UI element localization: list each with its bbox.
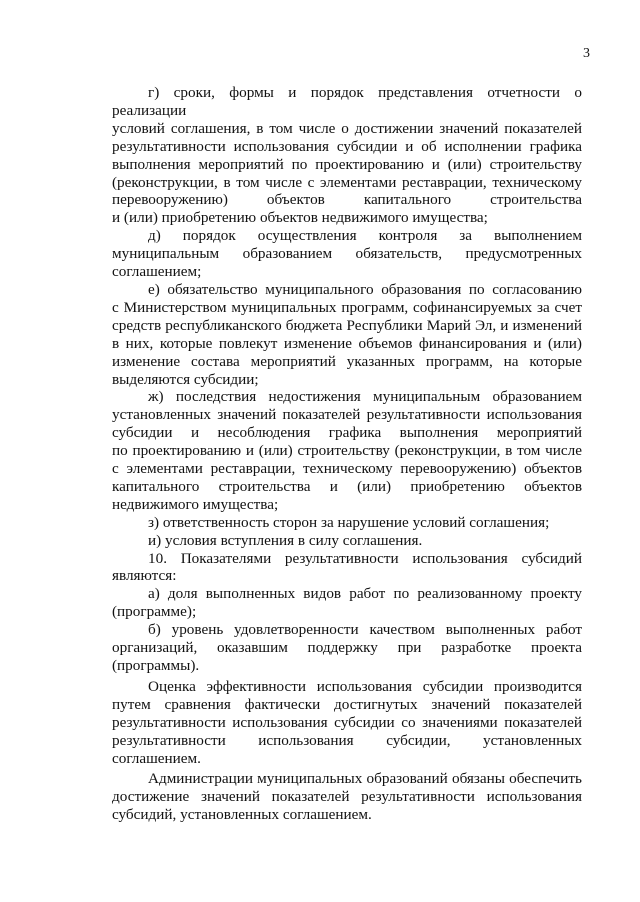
text-line: 10. Показателями результативности использования субсидий: [148, 549, 582, 567]
text-line: в них, которые повлекут изменение объемов финансирования и (или): [112, 334, 582, 352]
text-line: являются:: [112, 567, 177, 585]
text-line: муниципальным образованием обязательств, предусмотренных: [112, 245, 582, 263]
text-line: выполнения мероприятий по проектированию и (или) строительству: [112, 155, 582, 173]
text-line: установленных значений показателей результативности использования: [112, 406, 582, 424]
text-line: результативности использования субсидии, установленных: [112, 731, 582, 749]
text-line: г) сроки, формы и порядок представления отчетности о реализации: [112, 84, 582, 119]
paragraph-zh: [112, 388, 582, 513]
paragraph-eval: [112, 678, 582, 768]
text-line: б) уровень удовлетворенности качеством выполненных работ: [148, 621, 582, 639]
paragraph-a: [112, 585, 582, 621]
text-line: достижение значений показателей результативности использования: [112, 788, 582, 806]
text-line: результативности использования субсидии и об исполнении графика: [112, 137, 582, 155]
text-line: з) ответственность сторон за нарушение условий соглашения;: [148, 513, 550, 531]
text-line: (реконструкции, в том числе с элементами реставрации, техническому: [112, 173, 582, 191]
text-line: а) доля выполненных видов работ по реализованному проекту: [148, 585, 582, 603]
paragraph-g: [112, 84, 582, 227]
text-line: путем сравнения фактически достигнутых значений показателей: [112, 695, 582, 713]
paragraph-d: [112, 227, 582, 281]
text-line: средств республиканского бюджета Республики Марий Эл, и изменений: [112, 316, 582, 334]
paragraph-b: [112, 621, 582, 675]
text-line: и) условия вступления в силу соглашения.: [148, 531, 423, 549]
text-line: (программы).: [112, 657, 200, 674]
text-line: и (или) приобретению объектов недвижимого имущества;: [112, 209, 488, 227]
text-line: по проектированию и (или) строительству (реконструкции, в том числе: [112, 442, 582, 460]
text-line: Оценка эффективности использования субсидии производится: [148, 677, 582, 695]
text-line: перевооружению) объектов капитального строительства: [112, 191, 582, 209]
document-body: [112, 84, 582, 824]
text-line: е) обязательство муниципального образования по согласованию: [148, 280, 582, 298]
text-line: изменение состава мероприятий указанных программ, на которые: [112, 352, 582, 370]
text-line: ж) последствия недостижения муниципальным образованием: [148, 388, 582, 406]
text-line: с элементами реставрации, техническому перевооружению) объектов: [112, 460, 582, 478]
text-line: Администрации муниципальных образований обязаны обеспечить: [148, 770, 582, 788]
text-line: (программе);: [112, 603, 197, 621]
text-line: недвижимого имущества;: [112, 495, 279, 513]
text-line: субсидии и несоблюдения графика выполнения мероприятий: [112, 424, 582, 442]
paragraph-z: [112, 514, 582, 532]
paragraph-e: [112, 281, 582, 388]
text-line: д) порядок осуществления контроля за выполнением: [148, 227, 582, 245]
paragraph-admin: [112, 770, 582, 824]
paragraph-i: [112, 532, 582, 550]
text-line: соглашением.: [112, 749, 201, 767]
text-line: условий соглашения, в том числе о достижении значений показателей: [112, 119, 582, 137]
text-line: субсидий, установленных соглашением.: [112, 806, 372, 824]
paragraph-p10: [112, 550, 582, 586]
page-number: 3: [583, 46, 590, 61]
text-line: результативности использования субсидии со значениями показателей: [112, 713, 582, 731]
text-line: организаций, оказавшим поддержку при разработке проекта: [112, 639, 582, 657]
text-line: капитального строительства и (или) приобретению объектов: [112, 477, 582, 495]
text-line: выделяются субсидии;: [112, 370, 259, 388]
text-line: с Министерством муниципальных программ, софинансируемых за счет: [112, 298, 582, 316]
text-line: соглашением;: [112, 263, 202, 281]
